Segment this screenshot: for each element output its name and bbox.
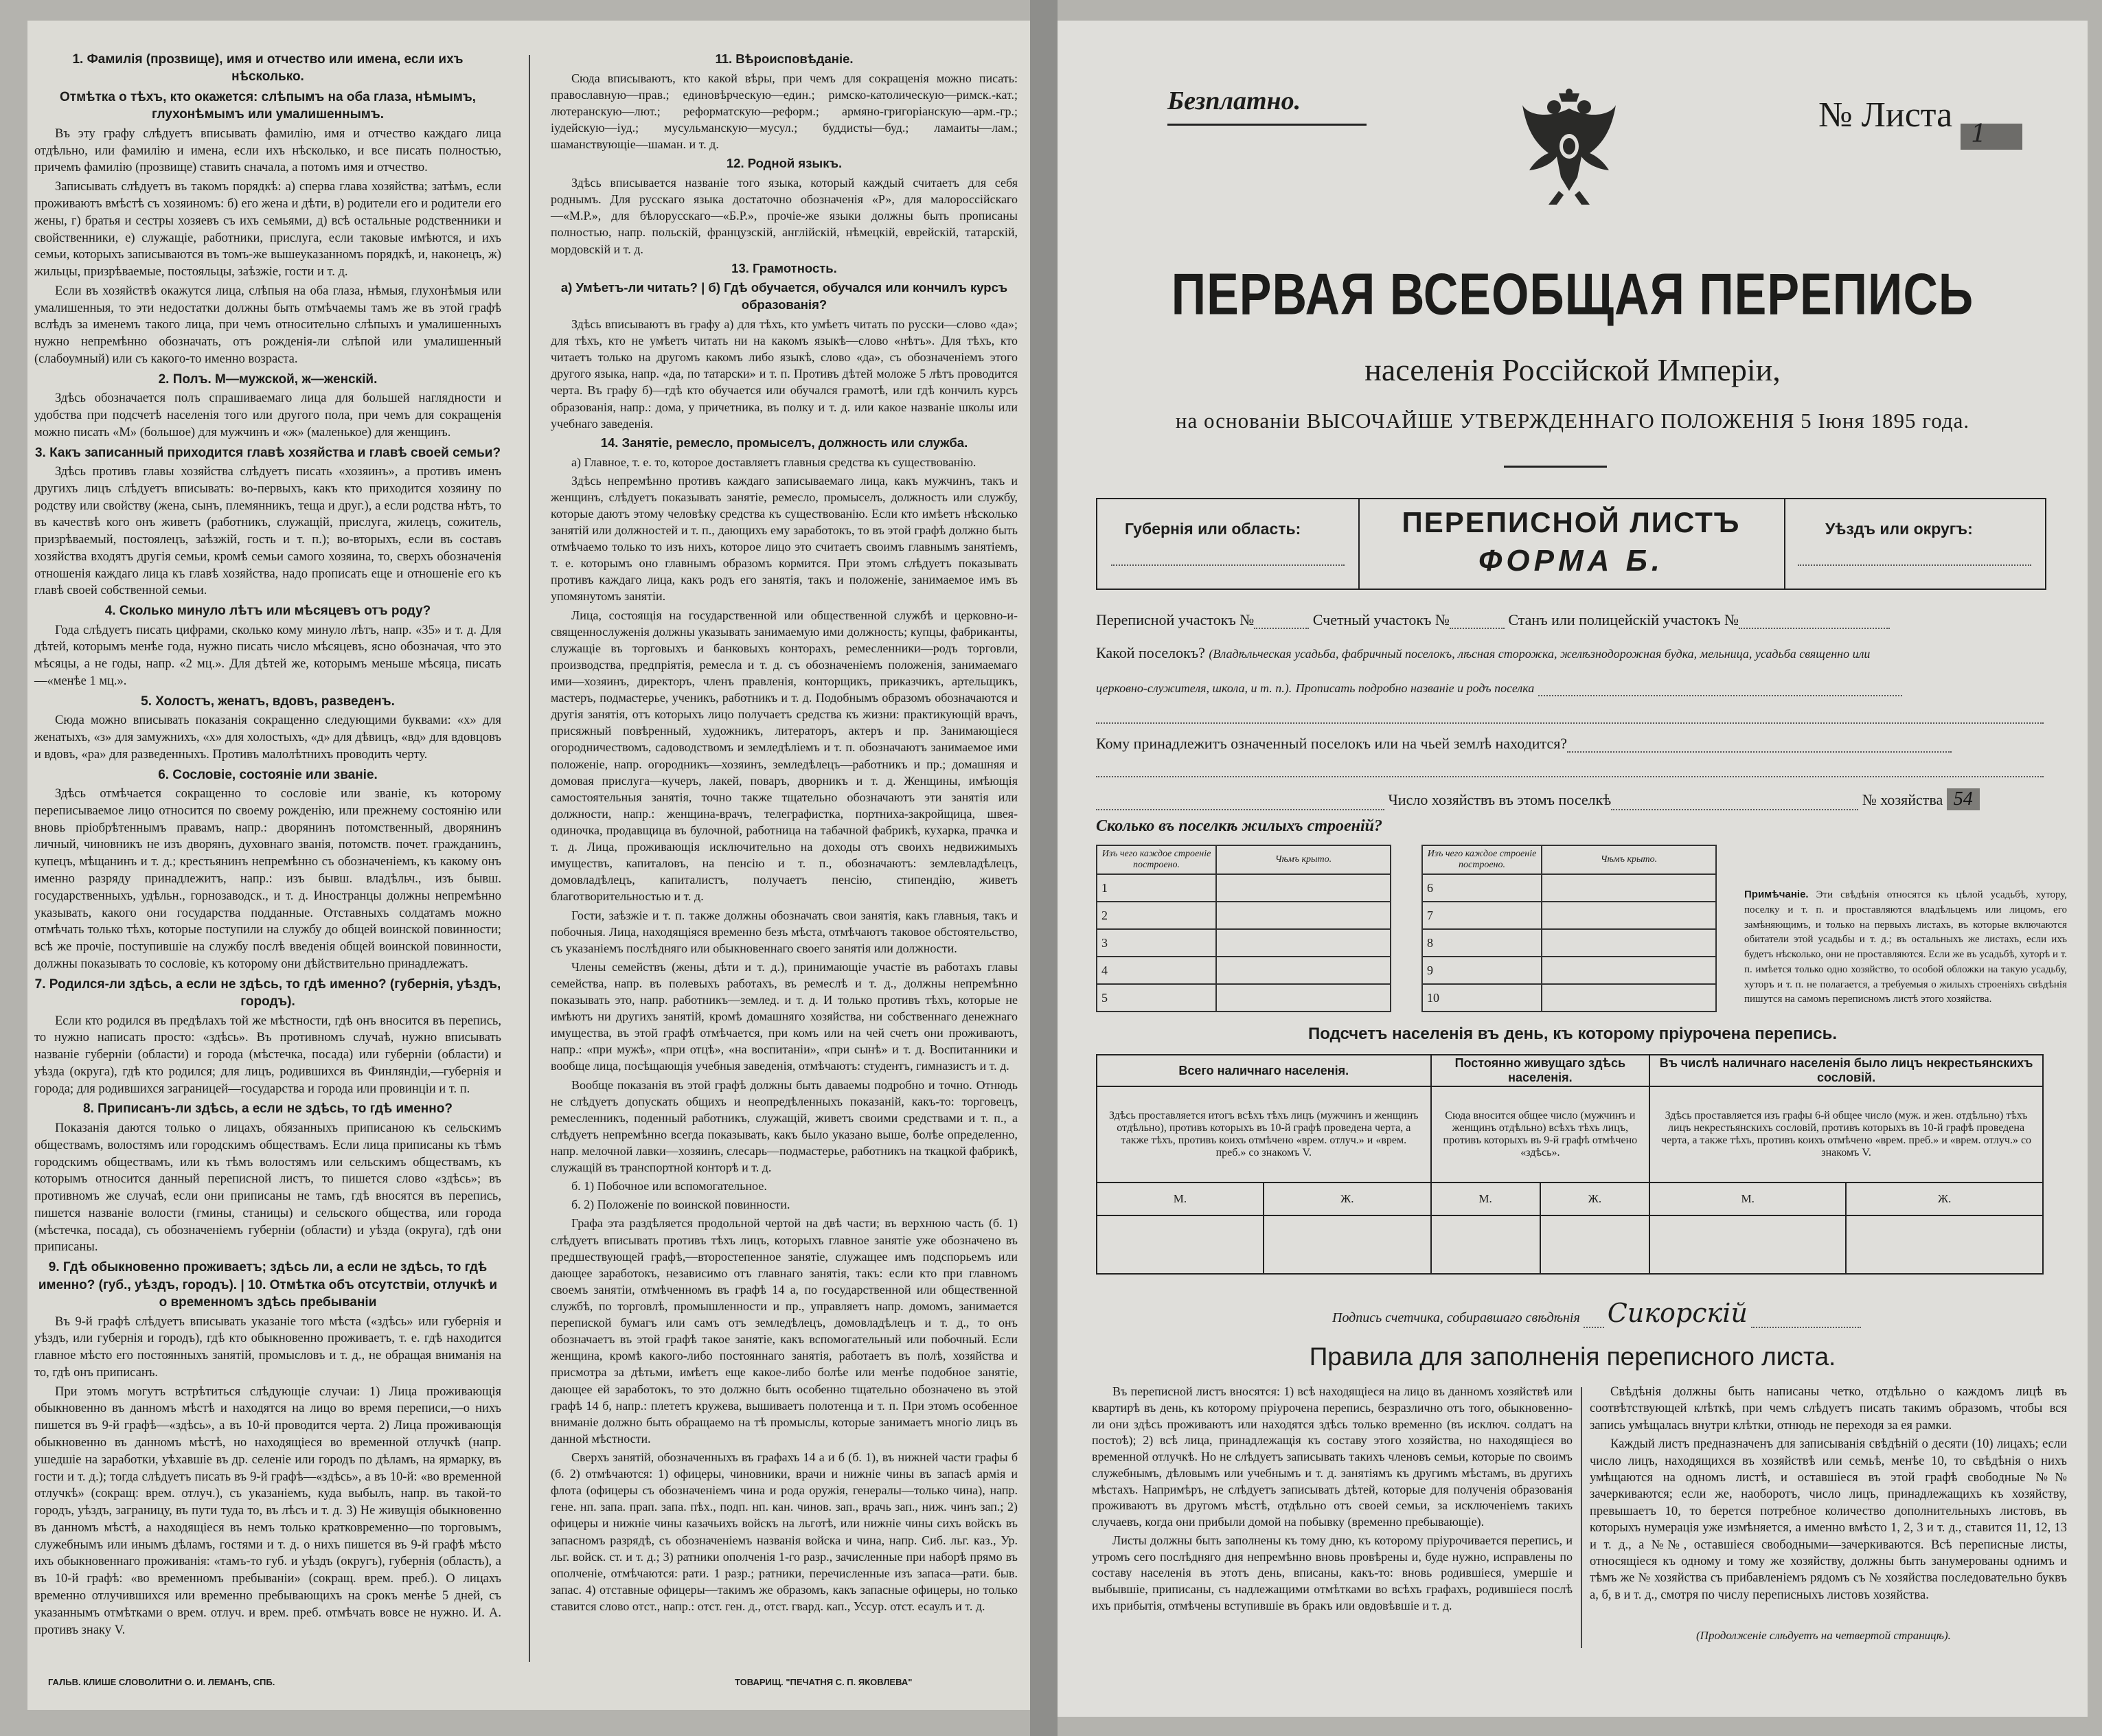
- male-label: М.: [1097, 1183, 1264, 1215]
- poselok-label: Какой поселокъ?: [1096, 644, 1205, 661]
- non-peasant-header: Въ числѣ наличнаго населенія было лицъ некрестьянскихъ сословій.: [1649, 1055, 2043, 1086]
- material-header: Изъ чего каждое строеніе построено.: [1422, 845, 1542, 874]
- permanent-population-header: Постоянно живущаго здѣсь населенія.: [1431, 1055, 1650, 1086]
- hoz-no-field[interactable]: [1947, 788, 1980, 810]
- uezd-field[interactable]: [1798, 564, 2031, 566]
- row-number: 9: [1422, 957, 1542, 984]
- rules-title: Правила для заполненія переписного листа.: [1309, 1343, 1836, 1371]
- sheet-number-value: 1: [1971, 120, 1987, 148]
- male-label: М.: [1431, 1183, 1540, 1215]
- instruction-paragraph: При этомъ могутъ встрѣтиться слѣдующіе случаи: 1) Лица проживающія обыкновенно въ данномъ мѣстѣ и находятся на лицо во время переписи,—о нихъ пишется въ 9-й графѣ—«здѣсь», а въ 10-й проводится черта. 2) Лица проживающія обыкновенно въ данномъ мѣстѣ, но находящіеся во временной отлучкѣ (напр. ушедшіе на заработки, уѣхавшіе въ др. селеніе или городъ по дѣламъ, на ярмарку, въ гости и т. д.); тогда слѣдуетъ писать въ 9-й графѣ—«здѣсь», а въ 10-й: «во временной отлучкѣ» (сокращ: врем. отлуч.), съ указаніемъ, куда выбылъ, напр. въ такой-то городъ, уѣздъ, заграницу, въ пути туда то, въ лѣсъ и т. д. 3) Не живущія обыкновенно въ данномъ мѣстѣ, а находящіеся въ немъ только кратковременно—по торговымъ, служебнымъ или инымъ дѣламъ, гостями и т. д. о нихъ пишется въ 9-й графѣ мѣсто ихъ обыкновеннаго проживанія: «тамъ-то губ. и уѣздъ (округъ), губернія (область), а въ 10-й графѣ: «во временномъ пребываніи» (сокращ. врем. преб.). О лицахъ временно отлучившихся или временно пребывающихъ на срокъ менѣе 5 дней, съ указаннымъ отмѣтками о врем. отлуч. и врем. преб. отмѣчать вовсе не нужно. И. А. противъ знаку V.: [34, 1384, 501, 1637]
- instruction-paragraph: Здѣсь противъ главы хозяйства слѣдуетъ писать «хозяинъ», а противъ именъ другихъ лицъ слѣдуетъ вписывать: во-первыхъ, какъ кто приходится хозяину по родству или свойству (жена, сынъ, племянникъ, теща и друг.), а если родства нѣтъ, то въ качествѣ кого онъ живетъ (работникъ, служащій, прислуга, жилецъ, сожитель, призрѣваемый, постоялецъ, заѣзжій, гость и т. п.); во-вторыхъ, если въ составъ хозяйства входятъ другія семьи, кромѣ семьи самого хозяина, то, сверхъ обозначенія отношенія каждаго лица къ главѣ хозяйства, надо прописать еще и отношеніе его къ главѣ своей собственной семьи.: [34, 465, 501, 598]
- instruction-heading: 13. Грамотность.: [731, 260, 837, 275]
- instruction-heading: 8. Приписанъ-ли здѣсь, а если не здѣсь, то гдѣ именно?: [83, 1101, 453, 1117]
- book-spine: [1030, 0, 1058, 1736]
- page-subtitle: населенія Россійской Имперіи,: [1364, 352, 1781, 387]
- roof-cell[interactable]: [1542, 984, 1716, 1012]
- buildings-table-left: [1096, 845, 1391, 1012]
- census-sheet-title: ПЕРЕПИСНОЙ ЛИСТЪ: [1402, 506, 1741, 538]
- buildings-table-right: [1421, 845, 1717, 1012]
- instruction-heading: 2. Полъ. М—мужской, ж—женскій.: [158, 372, 378, 387]
- instruction-paragraph: Вообще показанія въ этой графѣ должны быть даваемы подробно и точно. Отнюдь не слѣдуетъ допускать общихъ и неопредѣленныхъ показаній, какъ-то: торговецъ, ремесленникъ, поденный работникъ, служащій, живетъ своими средствами и т. п., а слѣдуетъ непремѣнно всегда показывать, какъ было указано выше, болѣе определенно, напр. мелочной лавки—хозяинъ, слесарь—подмастерье, работникъ на ткацкой фабрикѣ, служащій въ транспортной конторѣ и т. д.: [551, 1077, 1018, 1175]
- komu-row: [1096, 735, 1952, 753]
- roof-cell[interactable]: [1216, 929, 1391, 957]
- table-row[interactable]: [1097, 984, 1391, 1012]
- instructions-page: [27, 21, 1030, 1710]
- instruction-heading: 14. Занятіе, ремесло, промыселъ, должность или служба.: [600, 435, 968, 450]
- instruction-paragraph: Показанія даются только о лицахъ, обязанныхъ приписаною къ сельскимъ обществамъ, волостямъ или городскимъ обществамъ. Если лица приписаны къ тѣмъ городскимъ обществамъ, или къ тѣмъ волостямъ или сельскимъ обществамъ, къ которымъ относится данный переписной листъ, то пишется слово «здѣсь»; въ противномъ же случаѣ, если они приписаны не тамъ, гдѣ вносятся въ перепись, пишется названіе волости (гмины, станицы) и сельского общества, или города (мѣстечка, посада), съ обозначеніемъ губерніи (области) и уѣзда (округа), гдѣ они приписаны.: [34, 1121, 501, 1255]
- instruction-paragraph: Лица, состоящія на государственной или общественной службѣ и церковно-и-священнослуженія должны указывать занимаемую ими должность; купцы, фабриканты, служащіе въ торговыхъ и банковыхъ конторахъ, ремесленники—родъ торговли, производства, предпріятія, ремесла и т. д. съ обозначеніемъ положенія, занимаемаго ими—хозяинъ, директоръ, членъ правленія, конторщикъ, приказчикъ, артельщикъ, мастеръ, подмастерье, ученикъ, работникъ и т. д. Подобнымъ образомъ обозначаются и другія занятія, отъ которыхъ лицо получаетъ средства къ жизни: практикующій врачъ, присяжный повѣренный, художникъ, литераторъ, актеръ и пр. Занимающіеся огородничествомъ, садоводствомъ и земледѣліемъ и т. п. обозначаютъ занимаемое ими положеніе, напр. огородникъ—хозяинъ, земледѣлецъ—работникъ и пр.; домашняя и домовая прислуга—кучеръ, лакей, поваръ, дворникъ и т. д. Женщины, имѣющія самостоятельныя занятія, точно также тщательно обозначаютъ эти занятія или должности, напр.: женщина-врачъ, телеграфистка, портниха-закройщица, швея-одиночка, продавщица въ булочной, работница на табачной фабрикѣ, кухарка, прачка и т. д. Лица, проживающія исключительно на доходы отъ своихъ недвижимыхъ имуществъ, капиталовъ, на пенсію и т. п., обозначаютъ: землевладѣлецъ, домовладѣлецъ, капиталистъ, получаетъ пенсію, стипендію, живетъ благотворительностью и т. д.: [551, 608, 1018, 904]
- stan-label: Станъ или полицейскій участокъ №: [1508, 611, 1739, 628]
- signature-leader: [1584, 1327, 1604, 1328]
- poselok-field[interactable]: [1538, 695, 1902, 696]
- instruction-paragraph: Здѣсь обозначается полъ спрашиваемаго лица для большей наглядности и удобства при подсчетѣ населенія того или другого пола, при чемъ для сокращенія можно писать «М» (большое) для мужчинъ и «ж» (маленькое) для женщинъ.: [34, 391, 501, 439]
- chislo-row: [1096, 788, 1980, 810]
- table-row[interactable]: [1422, 984, 1716, 1012]
- komu-label: Кому принадлежитъ означенный поселокъ или на чьей землѣ находится?: [1096, 735, 1568, 752]
- poselok-row: [1096, 644, 1870, 662]
- instruction-paragraph: Если въ хозяйствѣ окажутся лица, слѣпыя на оба глаза, нѣмыя, глухонѣмыя или умалишенныя, то эти недостатки должны быть отмѣчаемы тамъ же въ этой графѣ вслѣдъ за именемъ такого лица, при чемъ относительно слѣпыхъ и умалишенныхъ нужно непремѣнно обозначать, отъ рожденія-ли слѣпой или умалишенный (слабоумный) или съ какого-то именно возраста.: [34, 284, 501, 366]
- sheet-number-label: № Листа: [1818, 95, 1953, 135]
- instruction-heading: 3. Какъ записанный приходится главѣ хозяйства и главѣ своей семьи?: [34, 445, 501, 460]
- non-peasant-male-field[interactable]: [1649, 1215, 1846, 1274]
- total-population-desc: Здѣсь проставляется итогъ всѣхъ тѣхъ лицъ (мужчинъ и женщинъ отдѣльно), противъ которыхъ въ 10-й графѣ проведена черта, а также тѣхъ, противъ коихъ отмѣчено «врем. отлуч.» и «врем. преб.» со знакомъ V.: [1097, 1086, 1431, 1183]
- row-number: 2: [1097, 902, 1216, 929]
- free-label: Безплатно.: [1167, 87, 1301, 115]
- instruction-paragraph: Члены семействъ (жены, дѣти и т. д.), принимающіе участіе въ работахъ главы семейства, напр. въ полевыхъ работахъ, въ ремеслѣ и т. д., должны непремѣнно показывать это, напр. работникъ—землед. и т. д. И только противъ тѣхъ, которые не имѣютъ ни другихъ занятій, кромѣ домашняго хозяйства, ни собственнаго денежнаго имущества, въ этой графѣ отмѣчается, при комъ или на чей счетъ они проживаютъ, напр.: «при мужѣ», «при отцѣ», «на воспитаніи», «при сынѣ» и т. д. Воспитанники и вообще лица, посѣщающія учебныя заведенія, отмѣчаютъ: студентъ, гимназистъ и т. д.: [551, 959, 1018, 1073]
- count-title: Подсчетъ населенія въ день, къ которому пріурочена перепись.: [1308, 1025, 1837, 1043]
- instructions-column-1: [34, 48, 501, 1641]
- instruction-paragraph: Въ 9-й графѣ слѣдуетъ вписывать указаніе того мѣста («здѣсь» или губернія и уѣздъ, или губернія и городъ), гдѣ кто обыкновенно проживаетъ, т. е. гдѣ находится главное мѣсто его постоянныхъ занятій, промысловъ и т. д., не обращая вниманія на то, гдѣ онъ приписанъ.: [34, 1314, 501, 1380]
- rules-paragraph: Каждый листъ предназначенъ для записыванія свѣдѣній о десяти (10) лицахъ; если число лицъ, находящихся въ хозяйствѣ или семьѣ, менѣе 10, то свѣдѣнія о нихъ умѣщаются на одномъ листѣ, и оставшіеся въ этой графѣ свободные №№ зачеркиваются; если же, наоборотъ, число лицъ, принадлежащихъ къ хозяйству, превышаетъ 10, то берется потребное количество дополнительныхъ листовъ, въ которыхъ нумерація уже измѣняется, а именно вмѣсто 1, 2, 3 и т. д., ставится 11, 12, 13 и т. д., а №№, оставшіеся свободными—зачеркиваются. Всѣ переписные листы, относящіеся къ одному и тому же хозяйству, должны быть занумерованы однимъ и тѣмъ же № хозяйства съ прибавленіемъ рядомъ съ № хозяйства последовательно буквъ а, б, в и т. д., смотря по числу переписныхъ листовъ хозяйства.: [1590, 1437, 2067, 1602]
- note-text: Эти свѣдѣнія относятся къ цѣлой усадьбѣ, хутору, поселку и т. п. и проставляются владѣльцемъ или лицомъ, его замѣняющимъ, и только на первыхъ листахъ, въ которые включаются обитатели этой усадьбы и т. д.; въ остальныхъ же листахъ, если ихъ будетъ нѣсколько, они не проставляются. Если же въ усадьбѣ, хуторѣ и т. п. имѣется только одно хозяйство, то особой обложки на такую усадьбу, хуторъ и т. п. не полагается, а требуемыя о жилыхъ строеніяхъ свѣдѣнія пишутся на самомъ переписномъ листѣ этого хозяйства.: [1744, 889, 2067, 1005]
- total-female-field[interactable]: [1264, 1215, 1431, 1274]
- uchastok-row: [1096, 611, 1890, 629]
- free-underline: [1167, 124, 1367, 126]
- instruction-paragraph: б. 1) Побочное или вспомогательное.: [571, 1179, 767, 1194]
- row-number: 4: [1097, 957, 1216, 984]
- header-divider-right: [1784, 499, 1785, 589]
- roof-cell[interactable]: [1542, 874, 1716, 902]
- stan-field[interactable]: [1739, 628, 1890, 629]
- table-row[interactable]: [1097, 957, 1391, 984]
- row-number: 10: [1422, 984, 1542, 1012]
- chislo-field[interactable]: [1611, 809, 1858, 810]
- signature-row: [1332, 1298, 1861, 1328]
- instruction-paragraph: Здѣсь вписываютъ въ графу а) для тѣхъ, кто умѣетъ читать по русски—слово «да»; для тѣхъ, кто не умѣетъ читать ни на какомъ языкѣ—слово «нѣтъ». Для тѣхъ, кто читаетъ только на другомъ какомъ либо языкѣ, слово «да», съ обозначеніемъ этого другого языка, напр. «да, по татарски» и т. п. Противъ дѣтей моложе 5 лѣтъ проводится черта. Въ графу б)—гдѣ кто обучается или обучался грамотѣ, или гдѣ кончилъ курсъ образованія, напр.: дома, у причетника, въ полку и т. д. или какое названіе школы или учебнаго заведенія.: [551, 317, 1018, 431]
- population-count-table: [1096, 1054, 2044, 1275]
- roof-header: Чѣмъ крыто.: [1216, 845, 1391, 874]
- column-divider: [529, 55, 530, 1662]
- printer-credit-right: ТОВАРИЩ. "ПЕЧАТНЯ С. П. ЯКОВЛЕВА": [735, 1677, 913, 1687]
- roof-cell[interactable]: [1542, 902, 1716, 929]
- rules-paragraph: Листы должны быть заполнены къ тому дню, къ которому пріурочивается перепись, и утромъ сего послѣдняго дня непремѣнно вновь провѣрены и, буде нужно, исправлены по составу населенія въ этотъ день, вписаны, какъ-то: вновь родившіеся, умершіе и выбывшіе, приписаны, съ надлежащими отмѣтками во всѣхъ графахъ, родившіеся послѣ ихъ прибытія, отмѣчены вступившіе въ бракъ или овдовѣвшіе и т. д.: [1092, 1533, 1573, 1612]
- schetny-field[interactable]: [1450, 628, 1505, 629]
- komu-field[interactable]: [1567, 751, 1952, 753]
- table-row[interactable]: [1422, 902, 1716, 929]
- poselok-hint-2: церковно-служителя, школа, и т. п.).: [1096, 681, 1292, 695]
- instructions-column-2: [551, 48, 1018, 1617]
- rules-column-left: [1092, 1384, 1573, 1617]
- table-row[interactable]: [1097, 929, 1391, 957]
- chislo-label: Число хозяйствъ въ этомъ поселкѣ: [1388, 791, 1612, 808]
- hoz-no-label: № хозяйства: [1862, 791, 1943, 808]
- uchastok-label: Переписной участокъ №: [1096, 611, 1255, 628]
- instruction-paragraph: Года слѣдуетъ писать цифрами, сколько кому минуло лѣтъ, напр. «35» и т. д. Для дѣтей, которымъ менѣе года, нужно писать число мѣсяцевъ, ясно обозначая, что это мѣсяцы, а не годы, напр. «2 мц.». Для дѣтей же, которымъ меньше мѣсяца, писать—«менѣе 1 мц.».: [34, 623, 501, 689]
- instruction-paragraph: а) Главное, т. е. то, которое доставляетъ главныя средства къ существованію.: [571, 455, 976, 469]
- roof-cell[interactable]: [1216, 984, 1391, 1012]
- row-number: 5: [1097, 984, 1216, 1012]
- instruction-paragraph: б. 2) Положеніе по воинской повинности.: [571, 1198, 790, 1212]
- sheet-number-field[interactable]: [1961, 124, 2022, 150]
- enumerator-signature[interactable]: Сикорскій: [1607, 1298, 1748, 1328]
- female-label: Ж.: [1540, 1183, 1650, 1215]
- uchastok-field[interactable]: [1254, 628, 1309, 629]
- permanent-population-desc: Сюда вносится общее число (мужчинъ и женщинъ отдѣльно) всѣхъ тѣхъ лицъ, противъ которыхъ въ 9-й графѣ отмѣчено «здѣсь».: [1431, 1086, 1650, 1183]
- poselok-hint: (Владѣльческая усадьба, фабричный поселокъ, лѣсная сторожка, желѣзнодорожная будка, мельница, усадьба священно или: [1209, 647, 1871, 661]
- row-number: 3: [1097, 929, 1216, 957]
- decree-line: на основаніи ВЫСОЧАЙШЕ УТВЕРЖДЕННАГО ПОЛОЖЕНІЯ 5 Іюня 1895 года.: [1175, 409, 1970, 433]
- row-number: 6: [1422, 874, 1542, 902]
- roof-cell[interactable]: [1216, 902, 1391, 929]
- row-number: 7: [1422, 902, 1542, 929]
- table-row[interactable]: [1097, 902, 1391, 929]
- instruction-paragraph: Сюда можно вписывать показанія сокращенно следующими буквами: «х» для женатыхъ, «з» для замужнихъ, «х» для холостыхъ, «д» для дѣвицъ, «вд» для вдовцовъ и вдовъ, «ра» для разведенныхъ. Противъ малолѣтнихъ проводить черту.: [34, 713, 501, 762]
- instruction-paragraph: Здѣсь отмѣчается сокращенно то сословіе или званіе, къ которому переписываемое лицо относится по своему рожденію, или прежнему состоянію или вновь пріобрѣтеннымъ правамъ, напр.: дворянинъ потомственный, дворянинъ личный, чиновникъ не изъ дворянъ, духовнаго званія, потомств. почет. гражданинъ, купецъ, мѣщанинъ и т. д.; крестьянинъ непремѣнно съ обозначеніемъ, къ какому онъ именно разряду принадлежитъ, напр.: изъ бывш. владѣльч., изъ бывш. государственныхъ, удѣльн., горнозаводск., и т. д. Иностранцы должны непремѣнно указывать, какого они государства подданные. Отставныхъ солдатамъ можно отмѣчать только тѣхъ, которые поступили на службу до общей воинской повинности; всѣ же прочіе, поступившіе на службу послѣ введенія общей воинской повинности, должны показывать то сословіе, къ которому они дѣйствительно принадлежатъ.: [34, 787, 501, 971]
- roof-cell[interactable]: [1216, 874, 1391, 902]
- instruction-paragraph: Если кто родился въ предѣлахъ той же мѣстности, гдѣ онъ вносится въ перепись, то нужно написать просто: «здѣсь». Въ противномъ случаѣ, нужно вписывать названіе губерніи (области) и города (мѣстечка, посада) или губерніи (области) и уѣзда (округа), гдѣ кто родился; для лицъ, родившихся въ Финляндіи,—губернія и города; для родившихся заграницей—государства и города или провинціи и т. п.: [34, 1014, 501, 1096]
- rules-column-right: [1590, 1384, 2067, 1606]
- roof-cell[interactable]: [1542, 929, 1716, 957]
- instruction-heading: 7. Родился-ли здѣсь, а если не здѣсь, то гдѣ именно? (губернія, уѣздъ, городъ).: [34, 976, 501, 1009]
- note-label: Примѣчаніе.: [1744, 889, 1809, 900]
- instruction-paragraph: Здѣсь непремѣнно противъ каждаго записываемаго лица, какъ мужчинъ, такъ и женщинъ, слѣдуетъ показывать занятіе, ремесло, промыселъ, должность или службу, которые даютъ этому человѣку средства къ существованію. Если кто имѣетъ нѣсколько занятій или должностей и т. п., дающихъ ему заработокъ, то въ этой графѣ должно быть отмѣчаемо только то изъ нихъ, которое лицо это считаетъ своимъ главнымъ занятіемъ, т. е. которымъ оно главнымъ образомъ кормится. При этомъ слѣдуетъ показывать противъ каждаго лица, какъ родъ его занятія, такъ и положеніе, занимаемое имъ въ упомянутомъ занятіи.: [551, 473, 1018, 604]
- chislo-leader: [1096, 809, 1384, 810]
- page-title: ПЕРВАЯ ВСЕОБЩАЯ ПЕРЕПИСЬ: [1171, 261, 1974, 327]
- roof-header: Чѣмъ крыто.: [1542, 845, 1716, 874]
- roof-cell[interactable]: [1216, 957, 1391, 984]
- rules-divider: [1581, 1387, 1582, 1648]
- signature-label: Подпись счетчика, собиравшаго свѣдѣнія: [1332, 1310, 1580, 1325]
- buildings-note: [1744, 887, 2067, 1007]
- table-row[interactable]: [1422, 957, 1716, 984]
- instruction-heading: 5. Холостъ, женатъ, вдовъ, разведенъ.: [141, 694, 395, 709]
- total-male-field[interactable]: [1097, 1215, 1264, 1274]
- poselok-field-line-2[interactable]: [1096, 722, 2044, 724]
- instruction-heading: 4. Сколько минуло лѣтъ или мѣсяцевъ отъ роду?: [104, 604, 431, 619]
- material-header: Изъ чего каждое строеніе построено.: [1097, 845, 1216, 874]
- table-row[interactable]: [1422, 874, 1716, 902]
- instruction-heading: 12. Родной языкъ.: [726, 156, 843, 171]
- table-row[interactable]: [1422, 929, 1716, 957]
- komu-field-line-2[interactable]: [1096, 776, 2044, 777]
- instruction-heading: 6. Сословіе, состояніе или званіе.: [158, 767, 378, 782]
- gubernia-label: Губернія или область:: [1125, 520, 1301, 538]
- stroeniy-label: Сколько въ поселкѣ жилыхъ строеній?: [1096, 817, 1382, 835]
- signature-field[interactable]: [1751, 1327, 1861, 1328]
- instruction-paragraph: Сверхъ занятій, обозначенныхъ въ графахъ 14 а и б (б. 1), въ нижней части графы б (б. 2) отмѣчаются: 1) офицеры, чиновники, врачи и нижніе чины въ запасѣ армія и флота (офицеры съ обозначеніемъ чина и рода оружія, генералы—только чина), напр. гене. нп. запа. прап. запа. пѣх., подп. нп. кан. чинов. зап., врачь зап., ниж. чинъ зап.; 2) офицеры и нижніе чины казачьихъ войскъ на льготѣ, или нижніе чины сихъ войскъ въ запасномъ разрядѣ, съ обозначеніемъ названія войска и чина, напр. Сиб. льг. каз., Ур. льг. войск. ст. и т. д.; 3) ратники ополченія 1-го разр., зачисленные при наборѣ прямо въ ополченіе, отмѣчаются: рати. 1 разр.; ратники, перечисленные изъ запаса—рати. быв. запас. 4) отставные офицеры—такимъ же образомъ, какъ запасные офицеры, но только ставится слово отст., напр.: отст. ген. д., отст. гвард. кап., Уссур. отст. есаулъ и т. д.: [551, 1450, 1018, 1613]
- poselok-row-2: [1096, 678, 1902, 696]
- poselok-hint-3: Прописать подробно названіе и родъ поселка: [1295, 681, 1535, 695]
- roof-cell[interactable]: [1542, 957, 1716, 984]
- form-header-box: [1096, 498, 2046, 590]
- instruction-paragraph: Графа эта раздѣляется продольной чертой на двѣ части; въ верхнюю часть (б. 1) слѣдуетъ вписывать противъ тѣхъ лицъ, которыхъ главное занятіе уже обозначено въ предшествующей графѣ,—второстепенное занятіе, служащее имъ подспорьемъ или дающее заработокъ, независимо отъ главнаго занятія, такъ: если кто при главномъ своемъ занятіи, отмѣченномъ въ графѣ 14 а, по государственной или общественной службѣ, по торговлѣ, промышленности и пр., управляетъ напр. домомъ, занимается перепиской бумагъ или самъ отъ земледѣлецъ, домовладѣлецъ и т. д., то онъ обозначаетъ въ этой графѣ такое занятіе, какъ вспомогательный или побочный. Если женщина, кромѣ какого-либо постояннаго занятія, работаетъ въ полѣ, хозяйства и присмотра за дѣтьми, имѣетъ еще какое-либо болѣе или менѣе подобное занятіе, дающее ей заработокъ, то это должно быть особенно тщательно обозначено въ этой графѣ 14 б, напр.: плететъ кружева, вышиваетъ полотенца и т. п. При этомъ особенное вниманіе должно быть обращаемо на тѣ промыслы, которые занимаетъ многіо лицъ въ данной мѣстности.: [551, 1216, 1018, 1446]
- row-number: 1: [1097, 874, 1216, 902]
- form-label: ФОРМА Б.: [1478, 544, 1664, 578]
- table-row[interactable]: [1097, 874, 1391, 902]
- gubernia-field[interactable]: [1111, 564, 1345, 566]
- permanent-male-field[interactable]: [1431, 1215, 1540, 1274]
- female-label: Ж.: [1846, 1183, 2043, 1215]
- female-label: Ж.: [1264, 1183, 1431, 1215]
- instruction-heading: 1. Фамилія (прозвище), имя и отчество или имена, если ихъ нѣсколько.: [72, 52, 464, 84]
- rules-paragraph: Свѣдѣнія должны быть написаны четко, отдѣльно о каждомъ лицѣ въ соотвѣтствующей клѣткѣ, при чемъ слѣдуетъ писать такимъ образомъ, чтобы вся запись умѣщалась внутри клѣтки, отнюдь не переходя за ея рамки.: [1590, 1385, 2067, 1432]
- hoz-no-value: 54: [1953, 788, 1973, 810]
- instruction-paragraph: Гости, заѣзжіе и т. п. также должны обозначать свои занятія, какъ главныя, такъ и побочныя. Лица, находящіяся временно безъ мѣста, отмѣчаютъ таковое обстоятельство, съ указаніемъ послѣдняго или обыкновеннаго своего занятія или должности.: [551, 908, 1018, 955]
- instruction-paragraph: Въ эту графу слѣдуетъ вписывать фамилію, имя и отчество каждаго лица отдѣльно, или фамилію и имена, если ихъ нѣсколько, и все писать полностью, причемъ фамилію (прозвище) ставить сначала, а потомъ имя и отчество.: [34, 126, 501, 175]
- instruction-paragraph: Здѣсь вписывается названіе того языка, который каждый считаетъ для себя роднымъ. Для русскаго языка достаточно обозначенія «Р», для малороссійскаго—«М.Р.», для бѣлорусскаго—«Б.Р.», прочіе-же языки должны быть прописаны полностью, напр. польскій, французскій, англійскій, нѣмецкій, еврейскій, татарскій, мордовскій и т. д.: [551, 176, 1018, 256]
- census-form-page: [1058, 21, 2088, 1717]
- title-divider: [1504, 466, 1607, 468]
- instruction-paragraph: Записывать слѣдуетъ въ такомъ порядкѣ: а) сперва глава хозяйства; затѣмъ, если проживаютъ вмѣстѣ съ хозяиномъ: б) его жена и дѣти, в) родители его и родители его жены, г) братья и сестры хозяевъ съ ихъ семьями, д) всѣ остальные родственники и свойственники, е) служащіе, работники, прислуга, если таковые имѣются, и ихъ семьи, которыхъ записываются въ томъ-же вышеуказанномъ порядкѣ, и, наконецъ, ж) жильцы, призрѣваемые, постояльцы, заѣзжіе, гости и т. д.: [34, 180, 501, 279]
- instruction-heading: 11. Вѣроисповѣданіе.: [715, 52, 854, 66]
- total-population-header: Всего наличнаго населенія.: [1097, 1055, 1431, 1086]
- continued-note: (Продолженіе слѣдуетъ на четвертой страницѣ).: [1696, 1629, 1951, 1642]
- non-peasant-desc: Здѣсь проставляется изъ графы 6-й общее число (муж. и жен. отдѣльно) тѣхъ лицъ некрестьянскихъ сословій, противъ которыхъ въ 10-й графѣ проведена черта, а также тѣхъ, противъ коихъ отмѣчено «врем. преб.» и «врем. отлуч.» со знакомъ V.: [1649, 1086, 2043, 1183]
- permanent-female-field[interactable]: [1540, 1215, 1650, 1274]
- instruction-heading: 9. Гдѣ обыкновенно проживаетъ; здѣсь ли, а если не здѣсь, то гдѣ именно? (губ., уѣздъ, городъ). | 10. Отмѣтка объ отсутствіи, отлучкѣ и о временномъ здѣсь пребываніи: [38, 1260, 498, 1310]
- schetny-label: Счетный участокъ №: [1312, 611, 1450, 628]
- instruction-heading: Отмѣтка о тѣхъ, кто окажется: слѣпымъ на оба глаза, нѣмымъ, глухонѣмымъ или умалишеннымъ.: [60, 89, 476, 122]
- rules-paragraph: Въ переписной листъ вносятся: 1) всѣ находящіеся на лицо въ данномъ хозяйствѣ или квартирѣ въ день, къ которому пріурочена перепись, безразлично отъ того, обыкновенно-ли они здѣсь проживаютъ или находятся здѣсь только временно (въ исключ. солдатъ на постоѣ); 2) всѣ лица, принадлежащія къ составу этого хозяйства, но находящіеся во временной отлучкѣ. Но не слѣдуетъ записывать такихъ членовъ семьи, которые по своимъ служебнымъ, дѣловымъ или учебнымъ и т. д. занятіямъ къ другимъ мѣстамъ, въ другихъ мѣстахъ. Напримѣръ, не слѣдуетъ записывать дѣтей, которые для полученія образованія проживаютъ въ другомъ мѣстѣ, отдѣльно отъ своей семьи, за исключеніемъ такихъ случаевъ, когда они прибыли домой на побывку (временно пребывающіе).: [1092, 1384, 1573, 1529]
- imperial-eagle-emblem: [1521, 88, 1617, 208]
- instruction-heading: а) Умѣетъ-ли читать? | б) Гдѣ обучается, обучался или кончилъ курсъ образованія?: [560, 280, 1008, 312]
- uezd-label: Уѣздъ или округъ:: [1825, 520, 1973, 538]
- male-label: М.: [1649, 1183, 1846, 1215]
- printer-credit-left: ГАЛЬВ. КЛИШЕ СЛОВОЛИТНИ О. И. ЛЕМАНЪ, СПБ.: [48, 1677, 275, 1687]
- non-peasant-female-field[interactable]: [1846, 1215, 2043, 1274]
- row-number: 8: [1422, 929, 1542, 957]
- instruction-paragraph: Сюда вписываютъ, кто какой вѣры, при чемъ для сокращенія можно писать: православную—прав.; единовѣрческую—един.; римско-католическую—римск.-кат.; лютеранскую—лют.; реформатскую—реформ.; армяно-григоріанскую—арм.-гр.; іудейскую—іуд.; мусульманскую—мусул.; буддисты—буд.; ламаиты—лам.; шаманствующіе—шаман. и т. д.: [551, 71, 1018, 152]
